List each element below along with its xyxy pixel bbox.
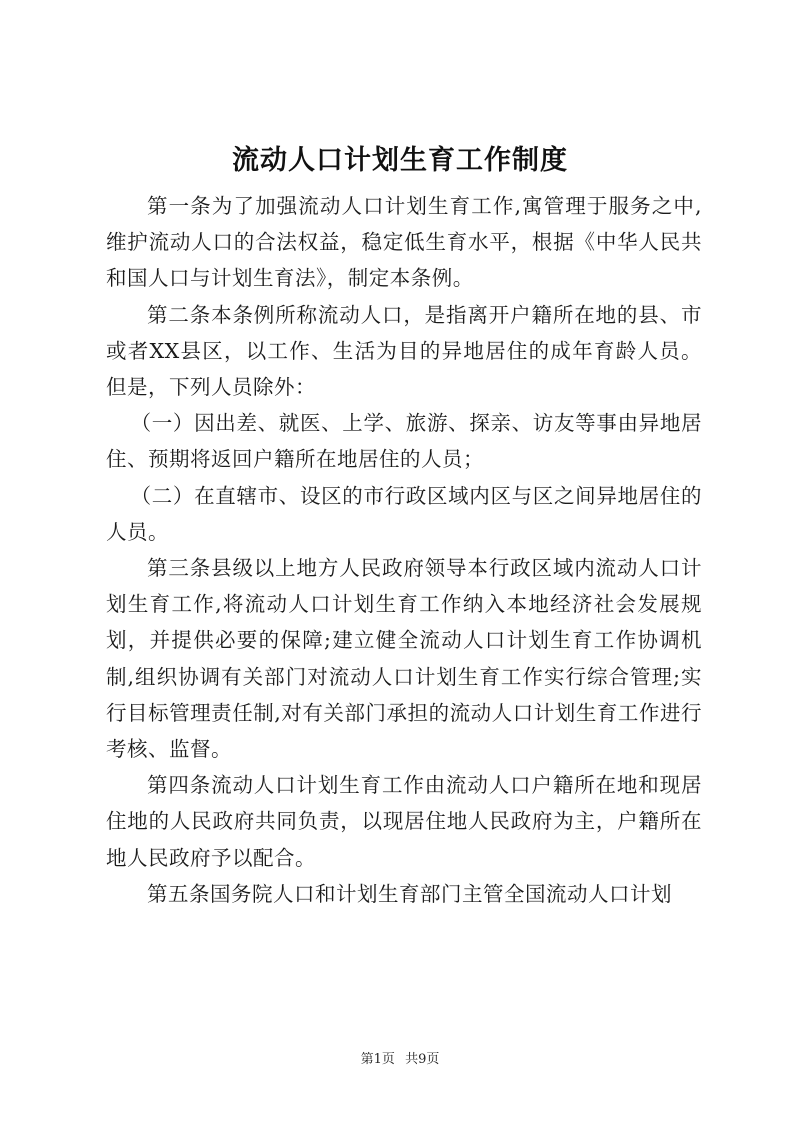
article-5-paragraph: 第五条国务院人口和计划生育部门主管全国流动人口计划 bbox=[147, 881, 672, 906]
document-title: 流动人口计划生育工作制度 bbox=[232, 145, 568, 176]
page-number: 第1页 bbox=[360, 1052, 395, 1067]
article-4-paragraph: 第四条流动人口计划生育工作由流动人口户籍所在地和现居住地的人民政府共同负责，以现居住地人民政府为主，户籍所在地人民政府予以配合。 bbox=[106, 773, 702, 870]
exception-item-1: （一）因出差、就医、上学、旅游、探亲、访友等事由异地居住、预期将返回户籍所在地居住的人员； bbox=[106, 411, 702, 472]
exception-item-2: （二）在直辖市、设区的市行政区域内区与区之间异地居住的人员。 bbox=[106, 483, 702, 544]
article-2-paragraph: 第二条本条例所称流动人口，是指离开户籍所在地的县、市或者XX县区，以工作、生活为目的异地居住的成年育龄人员。但是，下列人员除外： bbox=[106, 302, 702, 400]
document-body bbox=[106, 188, 702, 912]
page-footer bbox=[0, 1048, 800, 1067]
page-total: 共9页 bbox=[405, 1052, 440, 1067]
article-1-paragraph: 第一条为了加强流动人口计划生育工作,寓管理于服务之中,维护流动人口的合法权益，稳定低生育水平，根据《中华人民共和国人口与计划生育法》，制定本条例。 bbox=[106, 194, 702, 291]
article-3-paragraph: 第三条县级以上地方人民政府领导本行政区域内流动人口计划生育工作,将流动人口计划生育工作纳入本地经济社会发展规划，并提供必要的保障;建立健全流动人口计划生育工作协调机制,组织协调有关部门对流动人口计划生育工作实行综合管理;实行目标管理责任制,对有关部门承担的流动人口计划生育工作进行考核、监督。 bbox=[106, 556, 702, 762]
